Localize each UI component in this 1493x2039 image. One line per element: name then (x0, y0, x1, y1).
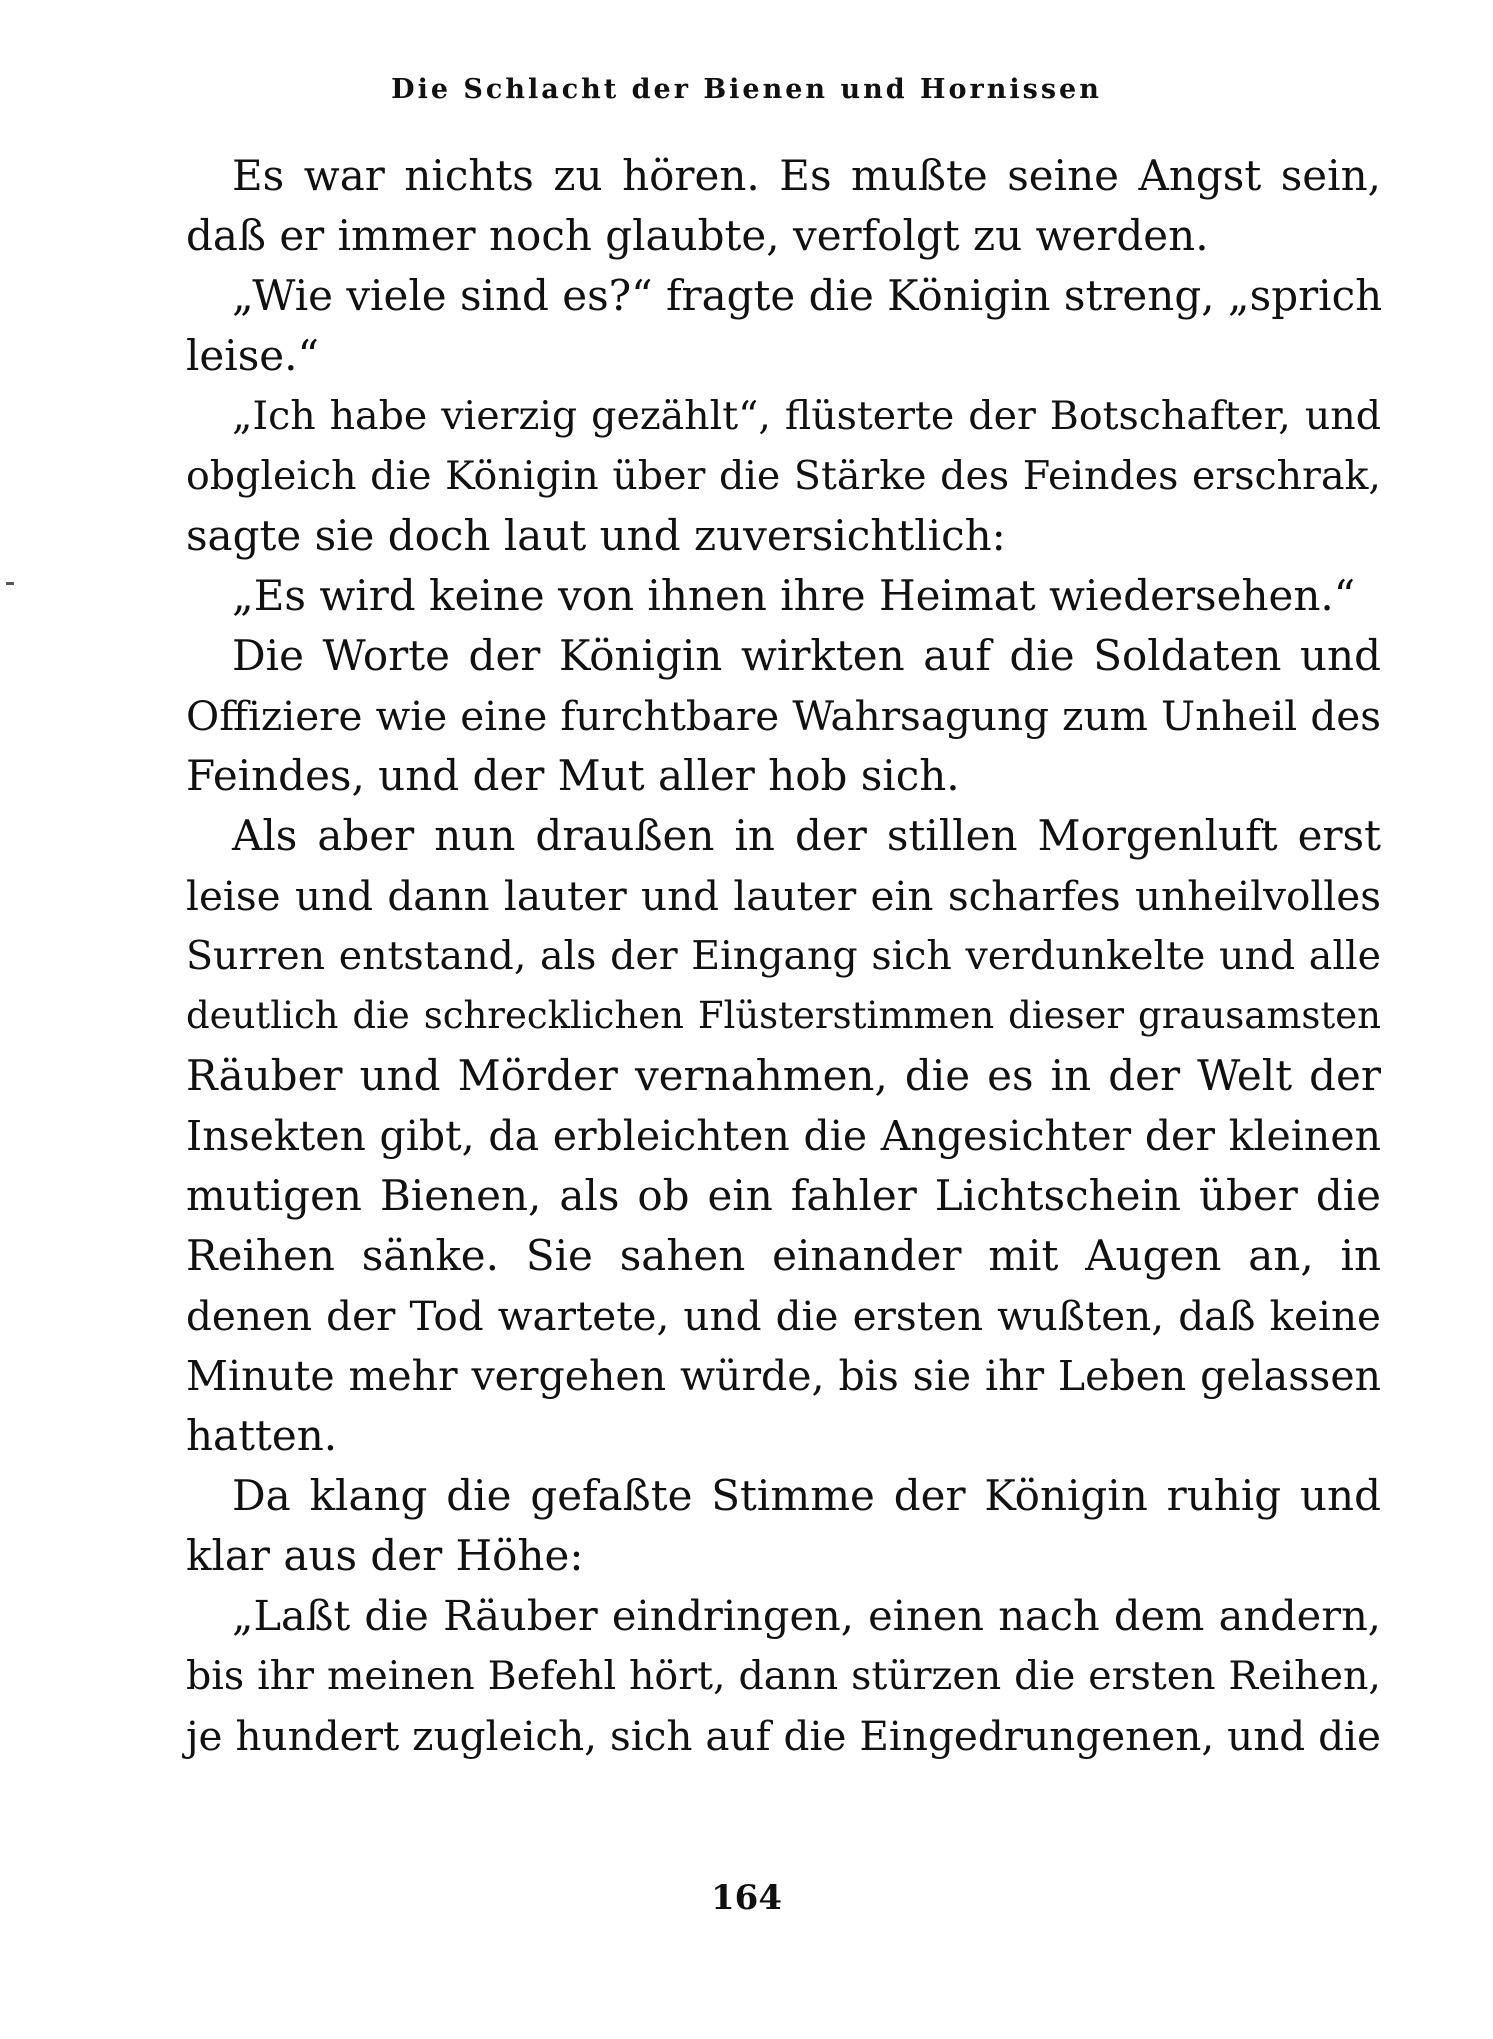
text-line: Feindes, und der Mut aller hob sich. (186, 751, 960, 800)
text-line: klar aus der Höhe: (186, 1531, 584, 1580)
text-line: Minute mehr vergehen würde, bis sie ihr Leben gelassen (186, 1352, 1381, 1400)
text-line: Da klang die gefaßte Stimme der Königin ruhig und (232, 1471, 1381, 1520)
text-line: „Es wird keine von ihnen ihre Heimat wiedersehen.“ (232, 571, 1356, 620)
running-head: Die Schlacht der Bienen und Hornissen (391, 74, 1102, 105)
text-line: hatten. (186, 1411, 338, 1460)
text-line: bis ihr meinen Befehl hört, dann stürzen die ersten Reihen, (186, 1653, 1381, 1699)
text-line: denen der Tod wartete, und die ersten wußten, daß keine (186, 1292, 1381, 1340)
page-number: 164 (711, 1878, 782, 1918)
text-line: „Ich habe vierzig gezählt“, flüsterte der Botschafter, und (232, 393, 1381, 439)
text-line: daß er immer noch glaubte, verfolgt zu werden. (186, 211, 1209, 260)
text-line: Reihen sänke. Sie sahen einander mit Augen an, in (186, 1231, 1381, 1280)
body-text (186, 146, 1381, 1766)
text-line: Als aber nun draußen in der stillen Morgenluft erst (232, 811, 1381, 860)
text-line: mutigen Bienen, als ob ein fahler Lichtschein über die (186, 1171, 1381, 1220)
text-line: „Laßt die Räuber eindringen, einen nach dem andern, (232, 1591, 1381, 1640)
text-line: leise.“ (186, 331, 319, 380)
text-line: Die Worte der Königin wirkten auf die Soldaten und (232, 631, 1381, 680)
margin-mark (6, 582, 14, 585)
text-line: leise und dann lauter und lauter ein scharfes unheilvolles (186, 872, 1381, 920)
text-line: Offiziere wie eine furchtbare Wahrsagung zum Unheil des (186, 692, 1381, 740)
text-line: obgleich die Königin über die Stärke des Feindes erschrak, (186, 453, 1381, 499)
text-line: Es war nichts zu hören. Es mußte seine Angst sein, (232, 151, 1381, 200)
text-line: sagte sie doch laut und zuversichtlich: (186, 511, 1006, 560)
text-line: „Wie viele sind es?“ fragte die Königin streng, „sprich (232, 271, 1383, 320)
text-line: Insekten gibt, da erbleichten die Angesichter der kleinen (186, 1112, 1381, 1160)
text-line: Surren entstand, als der Eingang sich verdunkelte und alle (186, 933, 1381, 979)
text-line: je hundert zugleich, sich auf die Eingedrungenen, und die (186, 1712, 1381, 1760)
text-line: Räuber und Mörder vernahmen, die es in der Welt der (186, 1051, 1381, 1100)
text-line: deutlich die schrecklichen Flüsterstimmen dieser grausamsten (186, 994, 1381, 1037)
